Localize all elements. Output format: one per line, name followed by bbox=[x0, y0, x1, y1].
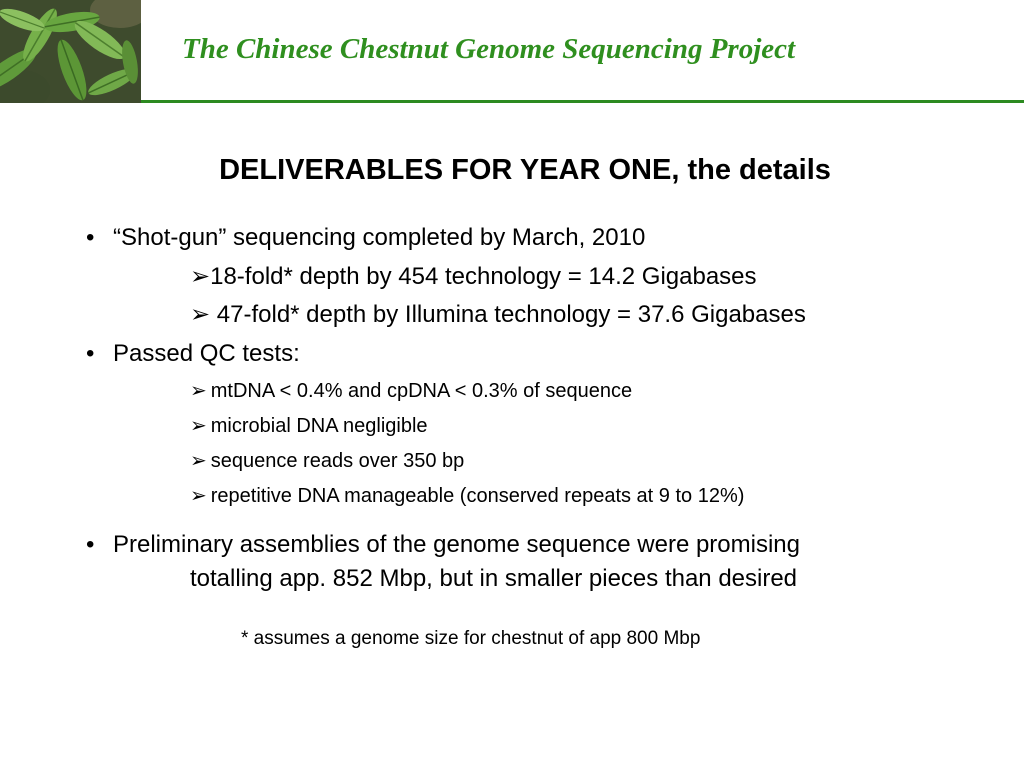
sub-bullet-text: 18-fold* depth by 454 technology = 14.2 Gigabases bbox=[210, 263, 757, 290]
sub-bullet-text: microbial DNA negligible bbox=[210, 415, 428, 437]
arrow-icon: ➢ bbox=[190, 301, 211, 328]
sub-bullet-item bbox=[190, 378, 632, 403]
sub-bullet-text: mtDNA < 0.4% and cpDNA < 0.3% of sequence bbox=[210, 380, 633, 402]
header-rule bbox=[141, 100, 1024, 103]
bullet-item bbox=[86, 531, 800, 559]
arrow-icon: ➢ bbox=[190, 380, 207, 402]
arrow-icon: ➢ bbox=[190, 263, 211, 290]
bullet-marker: • bbox=[86, 531, 95, 558]
sub-bullet-item bbox=[190, 448, 464, 473]
bullet-item bbox=[86, 224, 645, 252]
header-title: The Chinese Chestnut Genome Sequencing Project bbox=[182, 33, 796, 65]
chestnut-leaves-photo bbox=[0, 0, 141, 103]
arrow-icon: ➢ bbox=[190, 485, 207, 507]
bullet-marker: • bbox=[86, 224, 95, 251]
bullet-text: Preliminary assemblies of the genome sequence were promising bbox=[113, 531, 800, 558]
footnote: * assumes a genome size for chestnut of app 800 Mbp bbox=[241, 628, 701, 649]
bullet-continuation: totalling app. 852 Mbp, but in smaller pieces than desired bbox=[190, 565, 798, 592]
slide-heading: DELIVERABLES FOR YEAR ONE, the details bbox=[219, 154, 831, 186]
bullet-marker: • bbox=[86, 340, 95, 367]
arrow-icon: ➢ bbox=[190, 450, 207, 472]
sub-bullet-text: sequence reads over 350 bp bbox=[210, 450, 465, 472]
sub-bullet-item bbox=[190, 262, 757, 291]
sub-bullet-item bbox=[190, 300, 806, 329]
sub-bullet-item bbox=[190, 483, 744, 508]
bullet-item bbox=[86, 340, 300, 368]
sub-bullet-item bbox=[190, 413, 428, 438]
arrow-icon: ➢ bbox=[190, 415, 207, 437]
sub-bullet-text: repetitive DNA manageable (conserved repeats at 9 to 12%) bbox=[210, 485, 745, 507]
sub-bullet-text: 47-fold* depth by Illumina technology = 37.6 Gigabases bbox=[210, 301, 806, 328]
bullet-text: “Shot-gun” sequencing completed by March, 2010 bbox=[113, 224, 646, 251]
bullet-text: Passed QC tests: bbox=[113, 340, 300, 367]
